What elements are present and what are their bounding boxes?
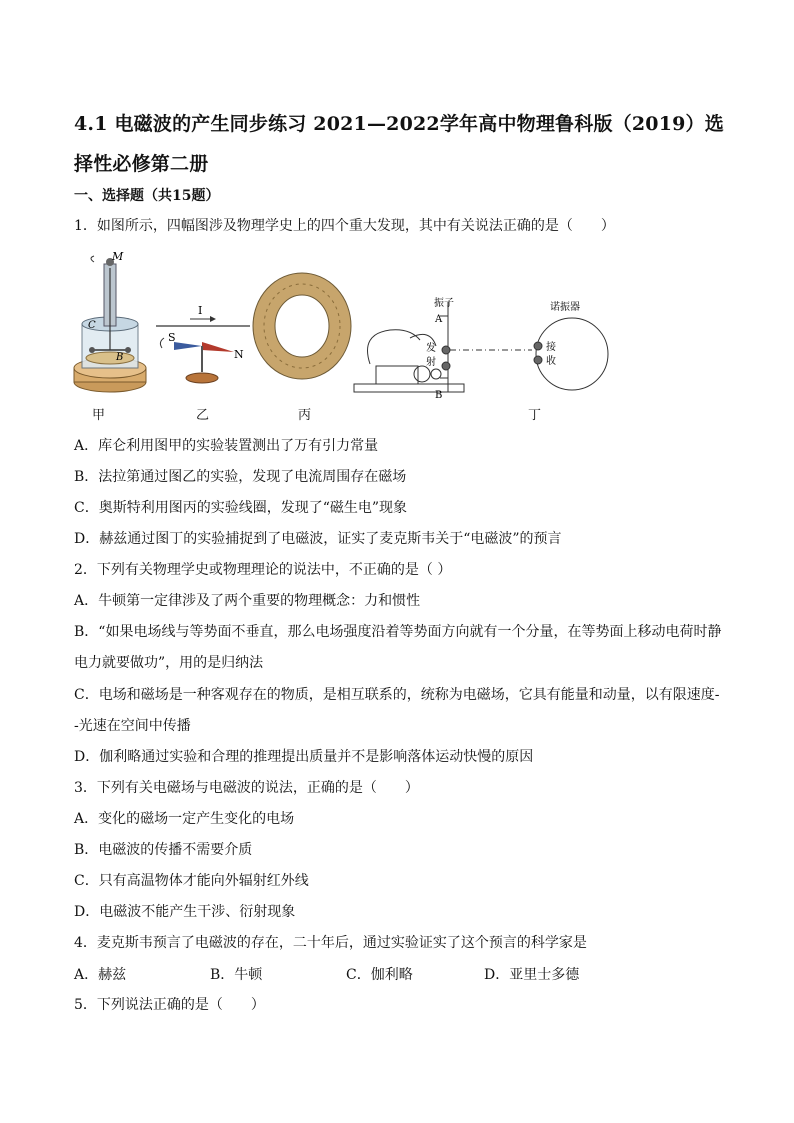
- q1-option-c: C．奥斯特利用图丙的实验线圈，发现了“磁生电”现象: [74, 500, 408, 516]
- label-b2: B: [435, 390, 443, 401]
- document-title: 4.1 电磁波的产生同步练习 2021—2022学年高中物理鲁科版（2019）选择性必修第二册: [74, 113, 724, 175]
- label-fa: 发: [426, 343, 436, 354]
- q2-option-b: B．“如果电场线与等势面不垂直，那么电场强度沿着等势面方向就有一个分量，在等势面上移动电荷时静电力就要做功”，用的是归纳法: [74, 624, 722, 671]
- oersted-experiment-illustration: [156, 304, 250, 383]
- label-s: S: [168, 331, 176, 344]
- q3-stem: 3．下列有关电磁场与电磁波的说法，正确的是（ ）: [74, 780, 419, 796]
- label-she: 射: [426, 357, 436, 368]
- torsion-balance-illustration: [74, 250, 146, 392]
- q4-option-b: B．牛顿: [210, 967, 263, 983]
- q3-option-b: B．电磁波的传播不需要介质: [74, 842, 253, 858]
- hertz-experiment-illustration: [354, 302, 608, 392]
- section-heading: 一、选择题（共15题）: [74, 188, 220, 204]
- q1-option-d: D．赫兹通过图丁的实验捕捉到了电磁波，证实了麦克斯韦关于“电磁波”的预言: [74, 531, 562, 547]
- figure-caption-yi: 乙: [196, 408, 210, 423]
- label-b: B: [116, 352, 124, 363]
- figure-caption-jia: 甲: [92, 408, 106, 423]
- label-shou: 收: [546, 356, 556, 367]
- q1-option-b: B．法拉第通过图乙的实验，发现了电流周围存在磁场: [74, 469, 407, 485]
- q3-option-a: A．变化的磁场一定产生变化的电场: [74, 811, 295, 827]
- label-c: C: [88, 320, 96, 331]
- q2-option-c: C．电场和磁场是一种客观存在的物质，是相互联系的，统称为电磁场，它具有能量和动量，以有限速度--光速在空间中传播: [74, 687, 720, 734]
- q2-option-d: D．伽利略通过实验和合理的推理提出质量并不是影响落体运动快慢的原因: [74, 749, 534, 765]
- label-zhenzi: 振子: [434, 298, 454, 309]
- q3-option-d: D．电磁波不能产生干涉、衍射现象: [74, 904, 296, 920]
- figure-caption-ding: 丁: [528, 408, 542, 423]
- faraday-ring-illustration: [253, 273, 351, 379]
- label-current: I: [198, 304, 203, 317]
- q1-figure: [70, 246, 630, 424]
- label-n: N: [234, 348, 244, 361]
- label-jie: 接: [546, 342, 556, 353]
- q2-stem: 2．下列有关物理学史或物理理论的说法中，不正确的是（ ）: [74, 562, 452, 578]
- q2-option-a: A．牛顿第一定律涉及了两个重要的物理概念：力和惯性: [74, 593, 421, 609]
- q4-option-d: D．亚里士多德: [484, 967, 580, 983]
- q4-option-c: C．伽利略: [346, 967, 413, 983]
- figure-caption-bing: 丙: [298, 408, 312, 423]
- q4-option-a: A．赫兹: [74, 967, 127, 983]
- q1-stem: 1．如图所示，四幅图涉及物理学史上的四个重大发现，其中有关说法正确的是（ ）: [74, 218, 615, 234]
- label-nuozhenqi: 诺振器: [550, 302, 580, 313]
- q4-stem: 4．麦克斯韦预言了电磁波的存在，二十年后，通过实验证实了这个预言的科学家是: [74, 935, 587, 951]
- label-m: M: [112, 250, 124, 263]
- q3-option-c: C．只有高温物体才能向外辐射红外线: [74, 873, 309, 889]
- label-a: A: [435, 314, 443, 325]
- q5-stem: 5．下列说法正确的是（ ）: [74, 997, 265, 1013]
- q1-option-a: A．库仑利用图甲的实验装置测出了万有引力常量: [74, 438, 379, 454]
